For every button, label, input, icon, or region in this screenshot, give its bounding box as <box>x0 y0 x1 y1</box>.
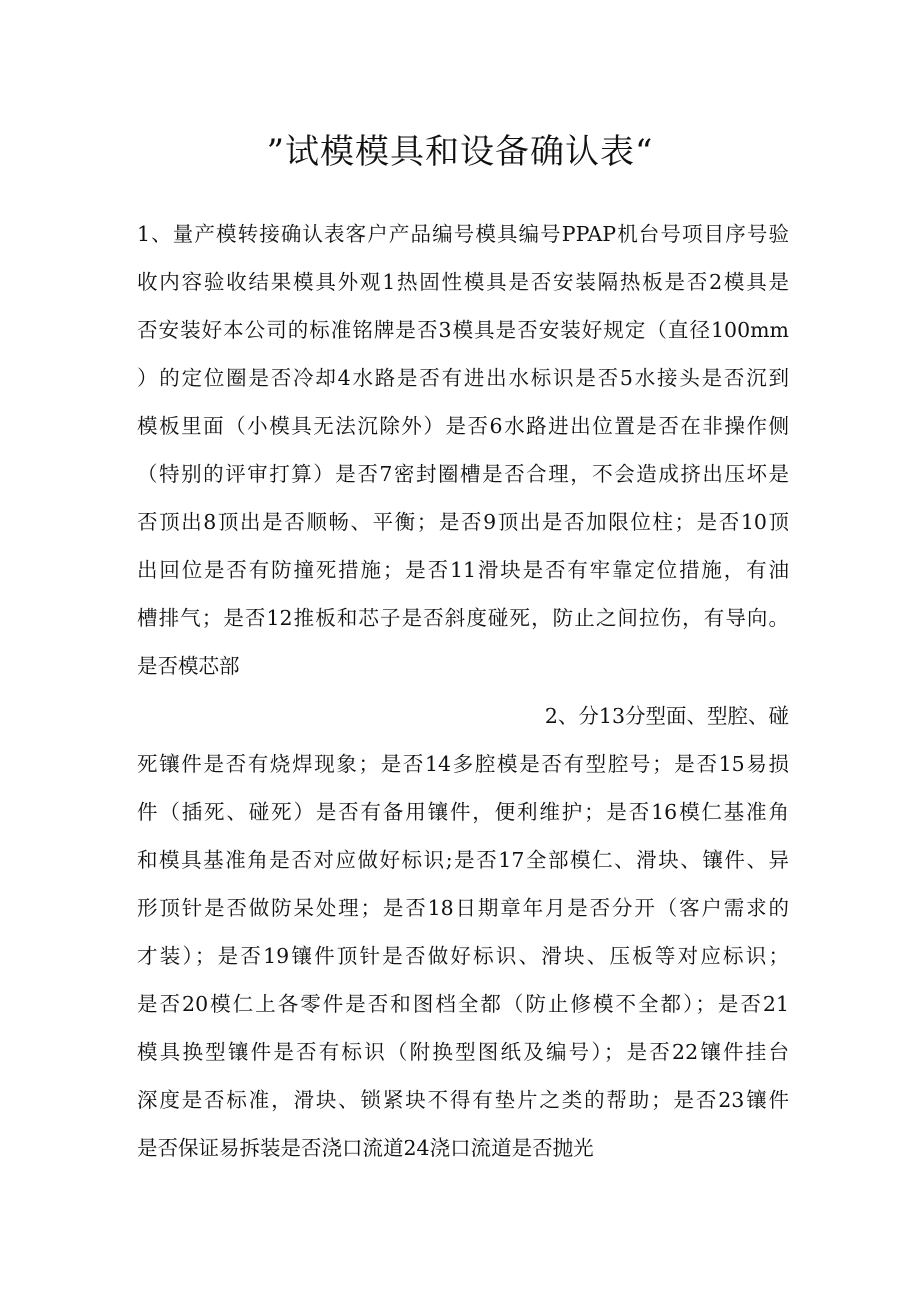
paragraph-line: 深度是否标准，滑块、锁紧块不得有垫片之类的帮助；是否23镶件 <box>137 1088 789 1112</box>
paragraph-line: ）的定位圈是否冷却4水路是否有进出水标识是否5水接头是否沉到 <box>137 366 789 390</box>
paragraph-line: 是否保证易拆装是否浇口流道24浇口流道是否抛光 <box>137 1136 594 1160</box>
paragraph-line: 否顶出8顶出是否顺畅、平衡；是否9顶出是否加限位柱；是否10顶 <box>137 510 789 534</box>
paragraph-line: 死镶件是否有烧焊现象；是否14多腔模是否有型腔号；是否15易损 <box>137 752 789 776</box>
paragraph-line: 才装）；是否19镶件顶针是否做好标识、滑块、压板等对应标识； <box>137 944 789 968</box>
paragraph-line: 是否20模仁上各零件是否和图档全都（防止修模不全都）；是否21 <box>137 992 789 1016</box>
paragraph-line: 是否模芯部 <box>137 654 240 678</box>
paragraph-line: 件（插死、碰死）是否有备用镶件，便利维护；是否16模仁基准角 <box>137 800 789 824</box>
paragraph-line: 槽排气；是否12推板和芯子是否斜度碰死，防止之间拉伤，有导向。 <box>137 606 789 630</box>
paragraph-line: 收内容验收结果模具外观1热固性模具是否安装隔热板是否2模具是 <box>137 270 789 294</box>
paragraph-line: 否安装好本公司的标准铭牌是否3模具是否安装好规定（直径100mm <box>137 318 789 342</box>
paragraph-line: 模具换型镶件是否有标识（附换型图纸及编号）；是否22镶件挂台 <box>137 1040 789 1064</box>
paragraph-line: 1、量产模转接确认表客户产品编号模具编号PPAP机台号项目序号验 <box>137 222 789 246</box>
paragraph-line: （特别的评审打算）是否7密封圈槽是否合理，不会造成挤出压坏是 <box>137 462 789 486</box>
paragraph-line: 出回位是否有防撞死措施；是否11滑块是否有牢靠定位措施，有油 <box>137 558 789 582</box>
page-title: ”试模模具和设备确认表“ <box>266 132 654 172</box>
paragraph-line: 形顶针是否做防呆处理；是否18日期章年月是否分开（客户需求的 <box>137 896 789 920</box>
paragraph-line: 和模具基准角是否对应做好标识;是否17全部模仁、滑块、镶件、异 <box>137 848 789 872</box>
paragraph-lead-line: 2、分13分型面、型腔、碰 <box>544 704 789 728</box>
paragraph-line: 模板里面（小模具无法沉除外）是否6水路进出位置是否在非操作侧 <box>137 414 789 438</box>
